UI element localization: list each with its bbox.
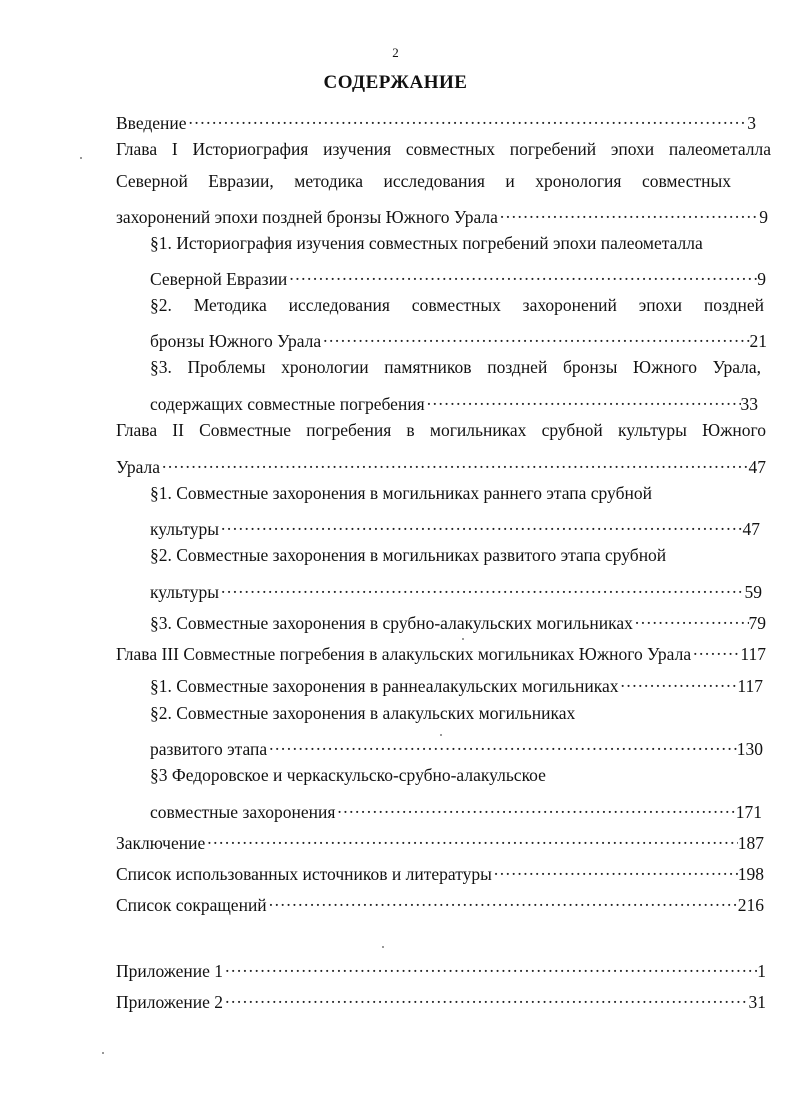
toc-leader-dots xyxy=(425,388,741,410)
toc-entry-page: 198 xyxy=(737,864,764,884)
toc-section-1-3 xyxy=(150,388,758,414)
toc-entry-page: 31 xyxy=(748,992,766,1012)
toc-chapter-1 xyxy=(116,201,768,227)
toc-entry-label: Глава III Совместные погребения в алакульских могильниках Южного Урала xyxy=(116,644,692,664)
toc-leader-dots xyxy=(219,576,745,598)
toc-entry-page: 79 xyxy=(748,613,766,633)
toc-entry-label: Список использованных источников и литературы xyxy=(116,864,492,884)
toc-entry-label: совместные захоронения xyxy=(150,802,336,822)
toc-entry-label: развитого этапа xyxy=(150,739,268,759)
toc-section-3-1 xyxy=(150,670,763,696)
toc-leader-dots xyxy=(160,451,748,473)
toc-section-3-3 xyxy=(150,796,762,822)
toc-leader-dots xyxy=(691,638,740,660)
toc-section-1-3-line-1: §3. Проблемы хронологии памятников поздней бронзы Южного Урала, xyxy=(150,357,761,377)
scan-speck xyxy=(462,638,464,640)
toc-section-1-1-line-1: §1. Историография изучения совместных погребений эпохи палеометалла xyxy=(150,233,703,253)
toc-entry-label: §3. Совместные захоронения в срубно-алакульских могильниках xyxy=(150,613,633,633)
page-number: 2 xyxy=(392,45,399,60)
toc-leader-dots xyxy=(223,955,757,977)
toc-section-2-1-line-1: §1. Совместные захоронения в могильниках раннего этапа срубной xyxy=(150,483,652,503)
toc-entry-label: §1. Совместные захоронения в раннеалакульских могильниках xyxy=(150,676,619,696)
scan-speck xyxy=(102,1052,104,1054)
toc-entry-label: бронзы Южного Урала xyxy=(150,331,322,351)
toc-leader-dots xyxy=(492,858,738,880)
toc-entry-label: Список сокращений xyxy=(116,895,267,915)
toc-leader-dots xyxy=(335,796,735,818)
toc-leader-dots xyxy=(498,201,759,223)
toc-section-2-1 xyxy=(150,513,760,539)
toc-leader-dots xyxy=(267,733,737,755)
toc-entry-label: Приложение 2 xyxy=(116,992,224,1012)
toc-entry-page: 47 xyxy=(748,457,766,477)
toc-entry-label: Урала xyxy=(116,457,161,477)
toc-entry-label: культуры xyxy=(150,582,219,602)
toc-entry-page: 9 xyxy=(757,269,766,289)
toc-chapter-1-line-1: Глава I Историография изучения совместных погребений эпохи палеометалла xyxy=(116,139,771,159)
toc-entry-page: 171 xyxy=(735,802,762,822)
toc-entry-page: 117 xyxy=(740,644,766,664)
toc-leader-dots xyxy=(205,827,738,849)
toc-section-2-2 xyxy=(150,576,762,602)
toc-leader-dots xyxy=(633,607,749,629)
toc-entry-page: 9 xyxy=(759,207,768,227)
toc-leader-dots xyxy=(321,325,749,347)
toc-leader-dots xyxy=(219,513,743,535)
toc-leader-dots xyxy=(287,263,757,285)
toc-section-3-2-line-1: §2. Совместные захоронения в алакульских могильниках xyxy=(150,703,576,723)
toc-entry-appendix-2 xyxy=(116,986,766,1012)
toc-entry-page: 216 xyxy=(737,895,764,915)
toc-section-3-3-line-1: §3 Федоровское и черкаскульско-срубно-алакульское xyxy=(150,765,546,785)
toc-entry-page: 117 xyxy=(737,676,763,696)
toc-section-1-2-line-1: §2. Методика исследования совместных захоронений эпохи поздней xyxy=(150,295,764,315)
toc-leader-dots xyxy=(223,986,748,1008)
toc-entry-page: 47 xyxy=(742,519,760,539)
toc-leader-dots xyxy=(267,889,738,911)
toc-section-2-3 xyxy=(150,607,766,633)
toc-chapter-2 xyxy=(116,451,766,477)
toc-chapter-1-line-2: Северной Евразии, методика исследования и хронология совместных xyxy=(116,171,731,191)
toc-entry-conclusion xyxy=(116,827,764,853)
scan-speck xyxy=(440,734,442,736)
toc-section-3-2 xyxy=(150,733,763,759)
toc-entry-appendix-1 xyxy=(116,955,766,981)
scan-speck xyxy=(80,157,82,159)
toc-entry-page: 59 xyxy=(744,582,762,602)
toc-entry-page: 1 xyxy=(757,961,766,981)
toc-entry-label: содержащих совместные погребения xyxy=(150,394,425,414)
toc-entry-label: Введение xyxy=(116,113,187,133)
toc-leader-dots xyxy=(618,670,737,692)
toc-entry-abbreviations xyxy=(116,889,764,915)
toc-chapter-3 xyxy=(116,638,766,664)
toc-section-2-2-line-1: §2. Совместные захоронения в могильниках развитого этапа срубной xyxy=(150,545,667,565)
toc-entry-label: культуры xyxy=(150,519,219,539)
page-title: СОДЕРЖАНИЕ xyxy=(323,72,468,93)
toc-entry-label: Приложение 1 xyxy=(116,961,224,981)
toc-section-1-2 xyxy=(150,325,767,351)
toc-entry-page: 21 xyxy=(749,331,767,351)
toc-entry-label: Северной Евразии xyxy=(150,269,288,289)
toc-entry-page: 187 xyxy=(737,833,764,853)
toc-entry-label: захоронений эпохи поздней бронзы Южного Урала xyxy=(116,207,498,227)
toc-entry-page: 33 xyxy=(740,394,758,414)
scan-speck xyxy=(382,946,384,948)
toc-entry-label: Заключение xyxy=(116,833,206,853)
toc-section-1-1 xyxy=(150,263,766,289)
toc-entry-introduction xyxy=(116,107,756,133)
toc-chapter-2-line-1: Глава II Совместные погребения в могильниках срубной культуры Южного xyxy=(116,420,766,440)
toc-leader-dots xyxy=(187,107,748,129)
toc-entry-page: 130 xyxy=(736,739,763,759)
toc-entry-page: 3 xyxy=(747,113,756,133)
toc-entry-sources xyxy=(116,858,764,884)
